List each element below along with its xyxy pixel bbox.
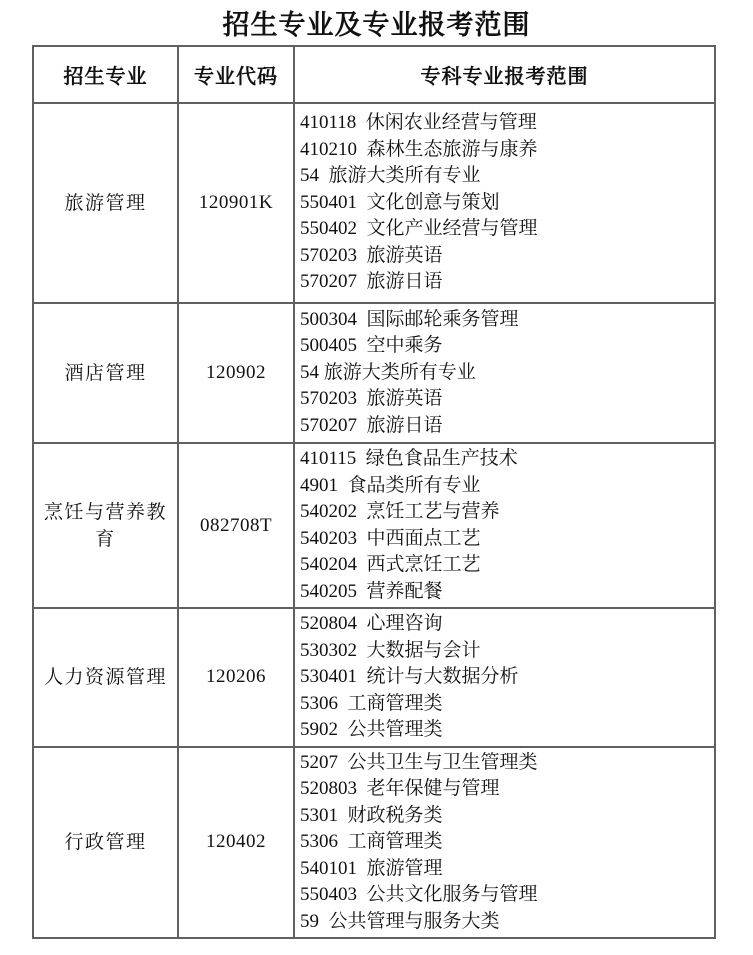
scope-cell [294,747,715,939]
scope-line: 530302 大数据与会计 [300,639,481,661]
scope-line: 530401 统计与大数据分析 [300,666,519,687]
scope-line: 540101 旅游管理 [300,857,443,879]
scope-line: 570207 旅游日语 [300,414,443,436]
scope-line: 540204 西式烹饪工艺 [300,554,481,575]
scope-line: 5306 工商管理类 [300,831,443,852]
majors-table [32,45,716,939]
scope-line: 500304 国际邮轮乘务管理 [300,308,519,330]
table-body [33,103,715,938]
scope-cell [294,608,715,747]
major-cell: 行政管理 [33,747,178,939]
scope-line: 550401 文化创意与策划 [300,191,500,213]
code-cell: 120206 [178,608,294,747]
scope-line: 59 公共管理与服务大类 [300,910,500,932]
scope-line: 540203 中西面点工艺 [300,527,481,549]
table-row [33,303,715,443]
code-cell: 120402 [178,747,294,939]
scope-line: 570203 旅游英语 [300,388,443,410]
table-row [33,747,715,939]
major-cell: 烹饪与营养教育 [33,443,178,608]
major-cell: 人力资源管理 [33,608,178,747]
scope-line: 520804 心理咨询 [300,613,443,634]
scope-line: 520803 老年保健与管理 [300,778,500,799]
page-title: 招生专业及专业报考范围 [222,10,531,40]
code-cell: 120901K [178,103,294,303]
scope-line: 570207 旅游日语 [300,271,443,293]
major-cell: 旅游管理 [33,103,178,303]
scope-line: 54 旅游大类所有专业 [300,165,481,187]
scope-line: 5306 工商管理类 [300,692,443,714]
scope-line: 410115 绿色食品生产技术 [300,448,518,469]
header-scope: 专科专业报考范围 [294,46,715,103]
table-header [33,46,715,103]
scope-line: 5207 公共卫生与卫生管理类 [300,751,538,773]
scope-cell [294,103,715,303]
code-cell: 120902 [178,303,294,443]
header-row [33,46,715,103]
scope-line: 410210 森林生态旅游与康养 [300,138,538,160]
table-row [33,608,715,747]
code-cell: 082708T [178,443,294,608]
header-enrollment-major: 招生专业 [33,46,178,103]
scope-line: 550402 文化产业经营与管理 [300,218,538,240]
scope-line: 410118 休闲农业经营与管理 [300,112,537,134]
scope-line: 4901 食品类所有专业 [300,474,481,496]
scope-line: 5301 财政税务类 [300,804,443,826]
scope-line: 5902 公共管理类 [300,719,443,740]
table-row [33,443,715,608]
scope-line: 570203 旅游英语 [300,244,443,266]
table-row [33,103,715,303]
scope-line: 540205 营养配餐 [300,580,443,602]
scope-line: 540202 烹饪工艺与营养 [300,501,500,522]
major-cell: 酒店管理 [33,303,178,443]
scope-cell [294,303,715,443]
scope-cell [294,443,715,608]
scope-line: 550403 公共文化服务与管理 [300,884,538,905]
scope-line: 54 旅游大类所有专业 [300,361,476,383]
header-major-code: 专业代码 [178,46,294,103]
scope-line: 500405 空中乘务 [300,335,443,357]
